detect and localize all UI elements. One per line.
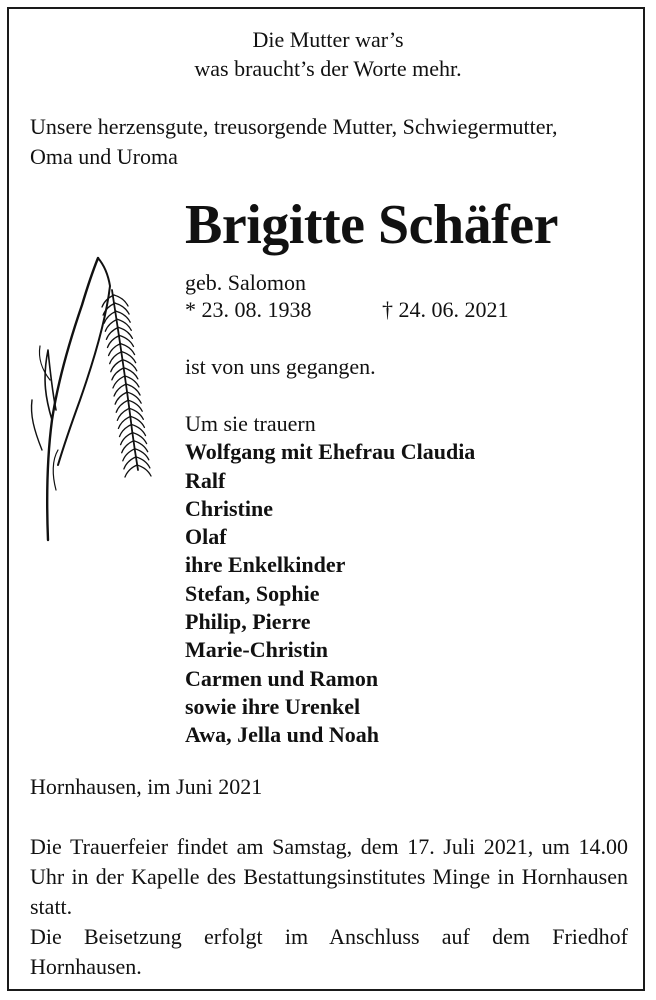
mourner-line: Philip, Pierre [185, 609, 311, 635]
mourner-line: Christine [185, 495, 273, 521]
mourner-line: Awa, Jella und Noah [185, 722, 379, 748]
mourner-line: sowie ihre Urenkel [185, 693, 361, 719]
motto-line-1: Die Mutter war’s [252, 27, 404, 52]
intro-line-2: Oma und Uroma [30, 144, 178, 169]
mourner-line: Carmen und Ramon [185, 665, 379, 691]
intro-line-1: Unsere herzensgute, treusorgende Mutter, Schwiegermutter, [30, 114, 558, 139]
mourner-line: Olaf [185, 524, 227, 550]
funeral-service-text: Die Trauerfeier findet am Samstag, dem 17. Juli 2021, um 14.00 Uhr in der Kapelle des Bestattungsinstitutes Minge in Hornhausen statt. [30, 834, 628, 919]
mourners-intro: Um sie trauern [185, 411, 316, 436]
burial-text: Die Beisetzung erfolgt im Anschluss auf dem Friedhof Hornhausen. [30, 924, 628, 979]
mourners-block [185, 410, 475, 750]
mourner-line: ihre Enkelkinder [185, 552, 346, 578]
birth-name: geb. Salomon [185, 270, 306, 295]
mourner-line: Ralf [185, 467, 226, 493]
mourner-line: Marie-Christin [185, 637, 328, 663]
death-date: † 24. 06. 2021 [382, 297, 509, 322]
deceased-name: Brigitte Schäfer [185, 194, 558, 256]
wheat-ear-icon [22, 250, 162, 545]
birth-date: * 23. 08. 1938 [185, 297, 312, 322]
motto-line-2: was braucht’s der Worte mehr. [194, 56, 462, 81]
place-date: Hornhausen, im Juni 2021 [30, 774, 263, 799]
mourner-line: Stefan, Sophie [185, 580, 320, 606]
funeral-info [30, 832, 628, 982]
passing-text: ist von uns gegangen. [185, 354, 376, 379]
mourner-line: Wolfgang mit Ehefrau Claudia [185, 439, 476, 465]
